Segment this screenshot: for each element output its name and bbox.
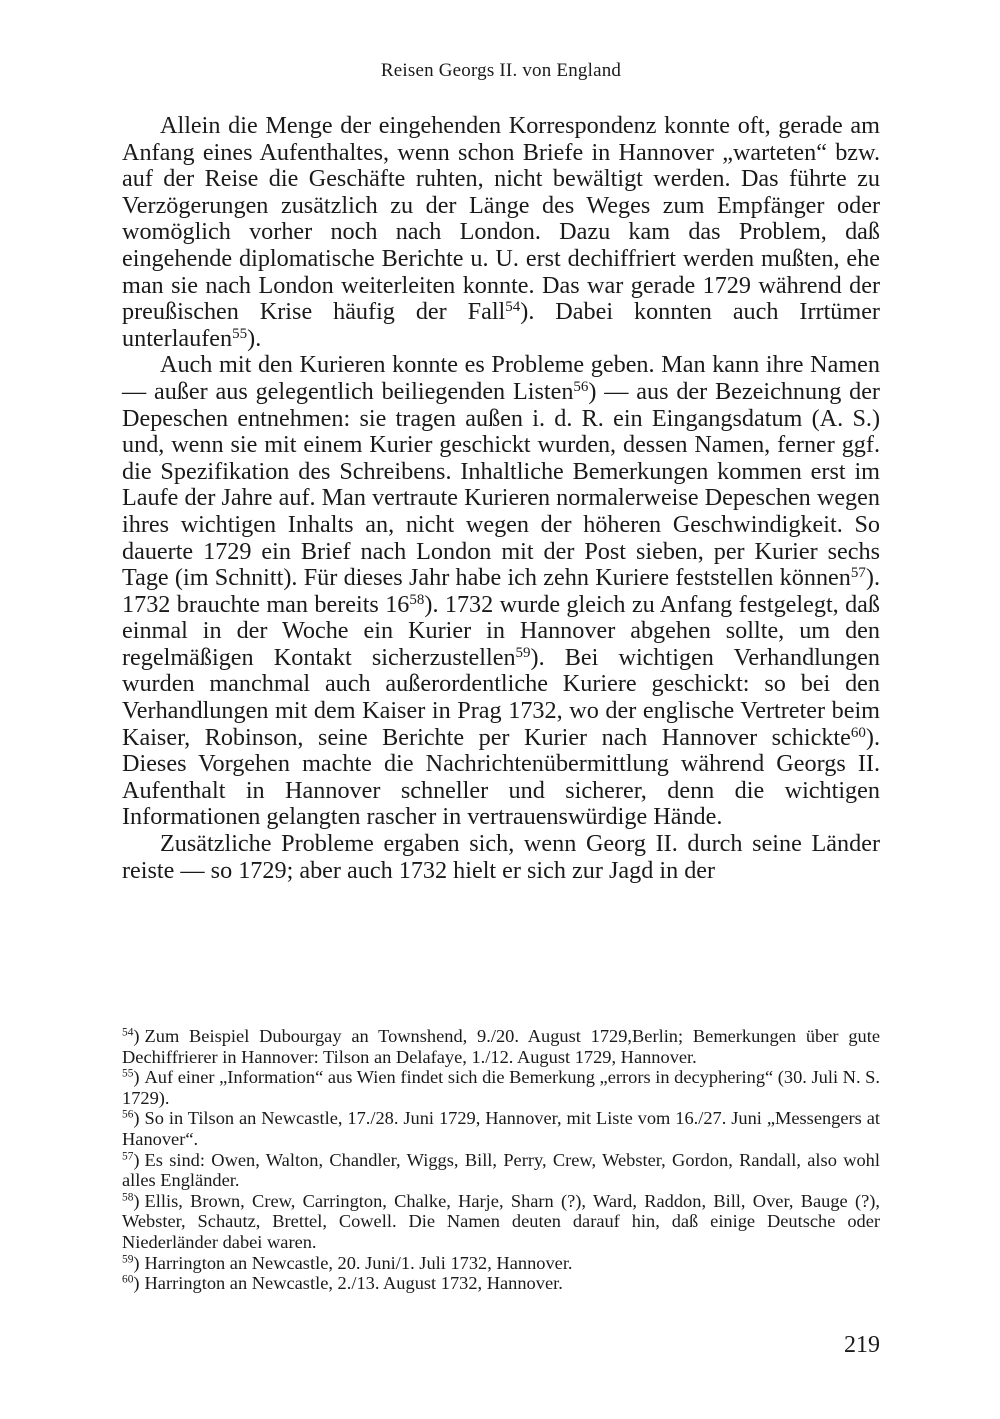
footnotes-section	[122, 1026, 880, 1294]
footnote	[122, 1026, 880, 1067]
footnote-text: Es sind: Owen, Walton, Chandler, Wiggs, Bill, Perry, Crew, Webster, Gordon, Randall, also wohl alles Engländer.	[122, 1149, 880, 1191]
paragraph: Allein die Menge der eingehenden Korrespondenz konnte oft, gerade am Anfang eines Aufenthaltes, wenn schon Briefe in Hannover „warteten“ bzw. auf der Reise die Geschäfte ruhten, nicht bewältigt werden. Das führte zu Verzögerungen zusätzlich zu der Länge des Weges zum Empfänger oder womöglich vorher noch nach London. Dazu kam das Problem, daß eingehende diplomatische Berichte u. U. erst dechiffriert werden mußten, ehe man sie nach London weiterleiten konnte. Das war gerade 1729 während der preußischen Krise häufig der Fall$^{54}$). Dabei konnten auch Irrtümer unterlaufen$^{55}$).	[122, 112, 880, 352]
footnote-reference: 58	[409, 591, 425, 608]
paragraph: Zusätzliche Probleme ergaben sich, wenn Georg II. durch seine Länder reiste — so 1729; aber auch 1732 hielt er sich zur Jagd in der	[122, 830, 880, 884]
footnote-text: So in Tilson an Newcastle, 17./28. Juni 1729, Hannover, mit Liste vom 16./27. Juni „Messengers at Hanover“.	[122, 1108, 880, 1149]
footnote	[122, 1191, 880, 1253]
footnote-reference: 56	[573, 378, 589, 395]
footnote	[122, 1253, 880, 1274]
footnote	[122, 1108, 880, 1149]
running-head: Reisen Georgs II. von England	[380, 60, 622, 81]
footnote	[122, 1150, 880, 1191]
footnote-marker: $^{58}$)	[122, 1190, 140, 1211]
footnote-reference: 59	[515, 644, 531, 661]
paragraph: Auch mit den Kurieren konnte es Probleme geben. Man kann ihre Namen — außer aus gelegentlich beiliegenden Listen$^{56}$) — aus der Bezeichnung der Depeschen entnehmen: sie tragen außen i. d. R. ein Eingangsdatum (A. S.) und, wenn sie mit einem Kurier geschickt wurden, dessen Namen, ferner ggf. die Spezifikation des Schreibens. Inhaltliche Bemerkungen kommen erst im Laufe der Jahre auf. Man vertraute Kurieren normalerweise Depeschen wegen ihres wichtigen Inhalts an, nicht wegen der höheren Geschwindigkeit. So dauerte 1729 ein Brief nach London mit der Post sieben, per Kurier sechs Tage (im Schnitt). Für dieses Jahr habe ich zehn Kuriere feststellen können$^{57}$). 1732 brauchte man bereits $16^{58}$). 1732 wurde gleich zu Anfang festgelegt, daß einmal in der Woche ein Kurier in Hannover abgehen sollte, um den regelmäßigen Kontakt sicherzustellen$^{59}$). Bei wichtigen Verhandlungen wurden manchmal auch außerordentliche Kuriere geschickt: so bei den Verhandlungen mit dem Kaiser in Prag 1732, wo der englische Vertreter beim Kaiser, Robinson, seine Berichte per Kurier nach Hannover schickte$^{60}$). Dieses Vorgehen machte die Nachrichtenübermittlung während Georgs II. Aufenthalt in Hannover schneller und sicherer, denn die wichtigen Informationen gelangten rascher in vertrauenswürdige Hände.	[122, 351, 880, 831]
footnote-marker: $^{54}$)	[122, 1026, 140, 1046]
footnote-reference: 57	[850, 564, 866, 581]
body-text	[122, 113, 880, 884]
footnote-marker: $^{57}$)	[122, 1149, 140, 1170]
footnote-marker: $^{55}$)	[122, 1067, 140, 1088]
footnote-text: Harrington an Newcastle, 2./13. August 1732, Hannover.	[144, 1273, 563, 1294]
footnote-text: Ellis, Brown, Crew, Carrington, Chalke, Harje, Sharn (?), Ward, Raddon, Bill, Over, Bauge (?), Webster, Schautz, Brettel, Cowell. Die Namen deuten darauf hin, daß einige Deutsche oder Niederländer dabei waren.	[122, 1190, 880, 1252]
footnote-text: Auf einer „Information“ aus Wien findet sich die Bemerkung „errors in decyphering“ (30. Juli N. S. 1729).	[122, 1067, 880, 1108]
footnote	[122, 1273, 880, 1294]
footnote-reference: 60	[850, 724, 866, 741]
footnote-marker: $^{60}$)	[122, 1273, 140, 1294]
footnote-reference: 55	[232, 325, 248, 342]
page-number: 219	[844, 1332, 880, 1358]
footnote-marker: $^{59}$)	[122, 1252, 140, 1273]
footnote-text: Zum Beispiel Dubourgay an Townshend, 9./20. August 1729,Berlin; Bemerkungen über gute Dechiffrierer in Hannover: Tilson an Delafaye, 1./12. August 1729, Hannover.	[122, 1026, 880, 1067]
footnote-text: Harrington an Newcastle, 20. Juni/1. Juli 1732, Hannover.	[144, 1252, 573, 1273]
footnote-reference: 54	[505, 298, 521, 315]
footnote-marker: $^{56}$)	[122, 1108, 140, 1129]
footnote	[122, 1067, 880, 1108]
